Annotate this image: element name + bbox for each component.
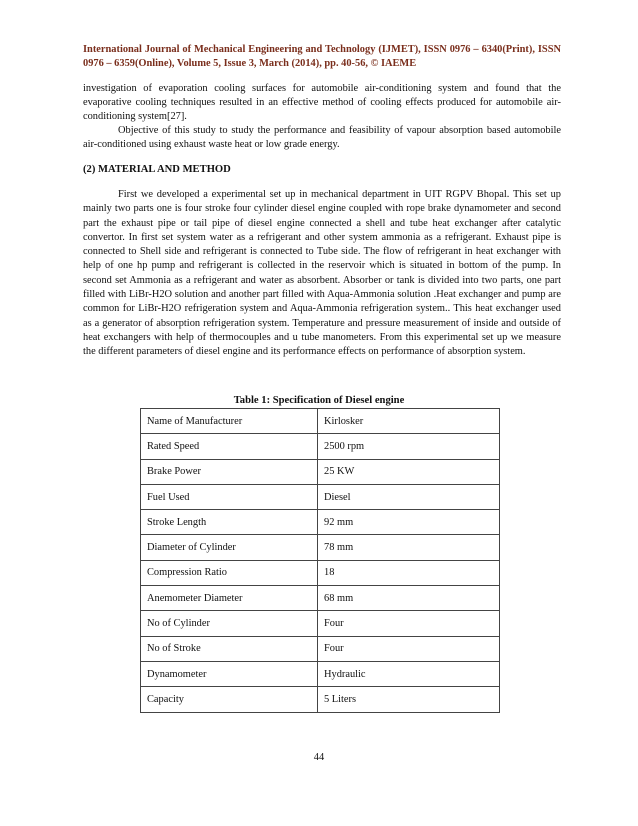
table-row [141,586,500,611]
table-row [141,409,500,434]
table-cell-value: Four [318,611,500,636]
table-cell-label: No of Cylinder [141,611,318,636]
table-row [141,459,500,484]
method-paragraph: First we developed a experimental set up in mechanical department in UIT RGPV Bhopal. This set up mainly two parts one is four stroke four cylinder diesel engine coupled with rope brake dynamometer and second part the exhaust pipe or tail pipe of diesel engine connected a shell and tube heat exchanger after catalytic convertor. In first set system water as a refrigerant and other system ammonia as a refrigerant. Exhaust pipe is connected to Shell side and refrigerant is connected to Tube side. The flow of refrigerant in heat exchanger with help of one hp pump and refrigerant is collected in the reservoir which is situated in bottom of the pump. In second set Ammonia as a refrigerant and water as absorbent. Absorber or tank is divided into two parts, one part filled with LiBr-H2O solution and another part filled with Aqua-Ammonia solution .Heat exchanger and pump are common for LiBr-H2O refrigeration system and Aqua-Ammonia refrigeration system.. This heat exchanger used as a generator of absorption refrigeration system. Temperature and pressure measurement of inside and outside of heat exchangers with help of thermocouples and u tube manometers. From this experimental set up we measure the different parameters of diesel engine and its performance effects on performance of absorption system. [83,189,561,358]
table-cell-value: 5 Liters [318,687,500,712]
table-cell-label: Fuel Used [141,484,318,509]
table-cell-label: Anemometer Diameter [141,586,318,611]
spec-table [140,408,500,713]
table-cell-value: 92 mm [318,510,500,535]
table-cell-label: No of Stroke [141,636,318,661]
table-cell-label: Rated Speed [141,434,318,459]
table-cell-value: Kirlosker [318,409,500,434]
table-cell-value: 2500 rpm [318,434,500,459]
page-number: 44 [313,752,325,763]
table-row [141,535,500,560]
table-row [141,661,500,686]
intro-paragraph-1: investigation of evaporation cooling surfaces for automobile air-conditioning system and found that the evaporative cooling techniques resulted in an effective method of cooling effects produced for automobile air-conditioning system[27]. [83,83,561,122]
table-row [141,434,500,459]
table-row [141,687,500,712]
table-cell-label: Compression Ratio [141,560,318,585]
table-cell-value: Four [318,636,500,661]
table-cell-label: Brake Power [141,459,318,484]
table-row [141,636,500,661]
table-cell-label: Name of Manufacturer [141,409,318,434]
table-cell-value: Diesel [318,484,500,509]
table-cell-value: 25 KW [318,459,500,484]
table-cell-label: Stroke Length [141,510,318,535]
table-cell-label: Capacity [141,687,318,712]
method-text [83,188,561,360]
table-caption: Table 1: Specification of Diesel engine [233,395,405,406]
table-cell-value: Hydraulic [318,661,500,686]
table-row [141,484,500,509]
intro-text [83,82,561,152]
intro-paragraph-2: Objective of this study to study the performance and feasibility of vapour absorption based automobile air-conditioned using exhaust waste heat or low grade energy. [83,125,561,150]
table-cell-label: Diameter of Cylinder [141,535,318,560]
section-heading: (2) MATERIAL AND METHOD [83,164,231,175]
table-cell-value: 78 mm [318,535,500,560]
table-cell-value: 18 [318,560,500,585]
table-cell-label: Dynamometer [141,661,318,686]
table-row [141,611,500,636]
table-row [141,560,500,585]
table-row [141,510,500,535]
journal-header: International Journal of Mechanical Engineering and Technology (IJMET), ISSN 0976 – 6340(Print), ISSN 0976 – 6359(Online), Volume 5, Issue 3, March (2014), pp. 40-56, © IAEME [83,44,561,69]
table-cell-value: 68 mm [318,586,500,611]
